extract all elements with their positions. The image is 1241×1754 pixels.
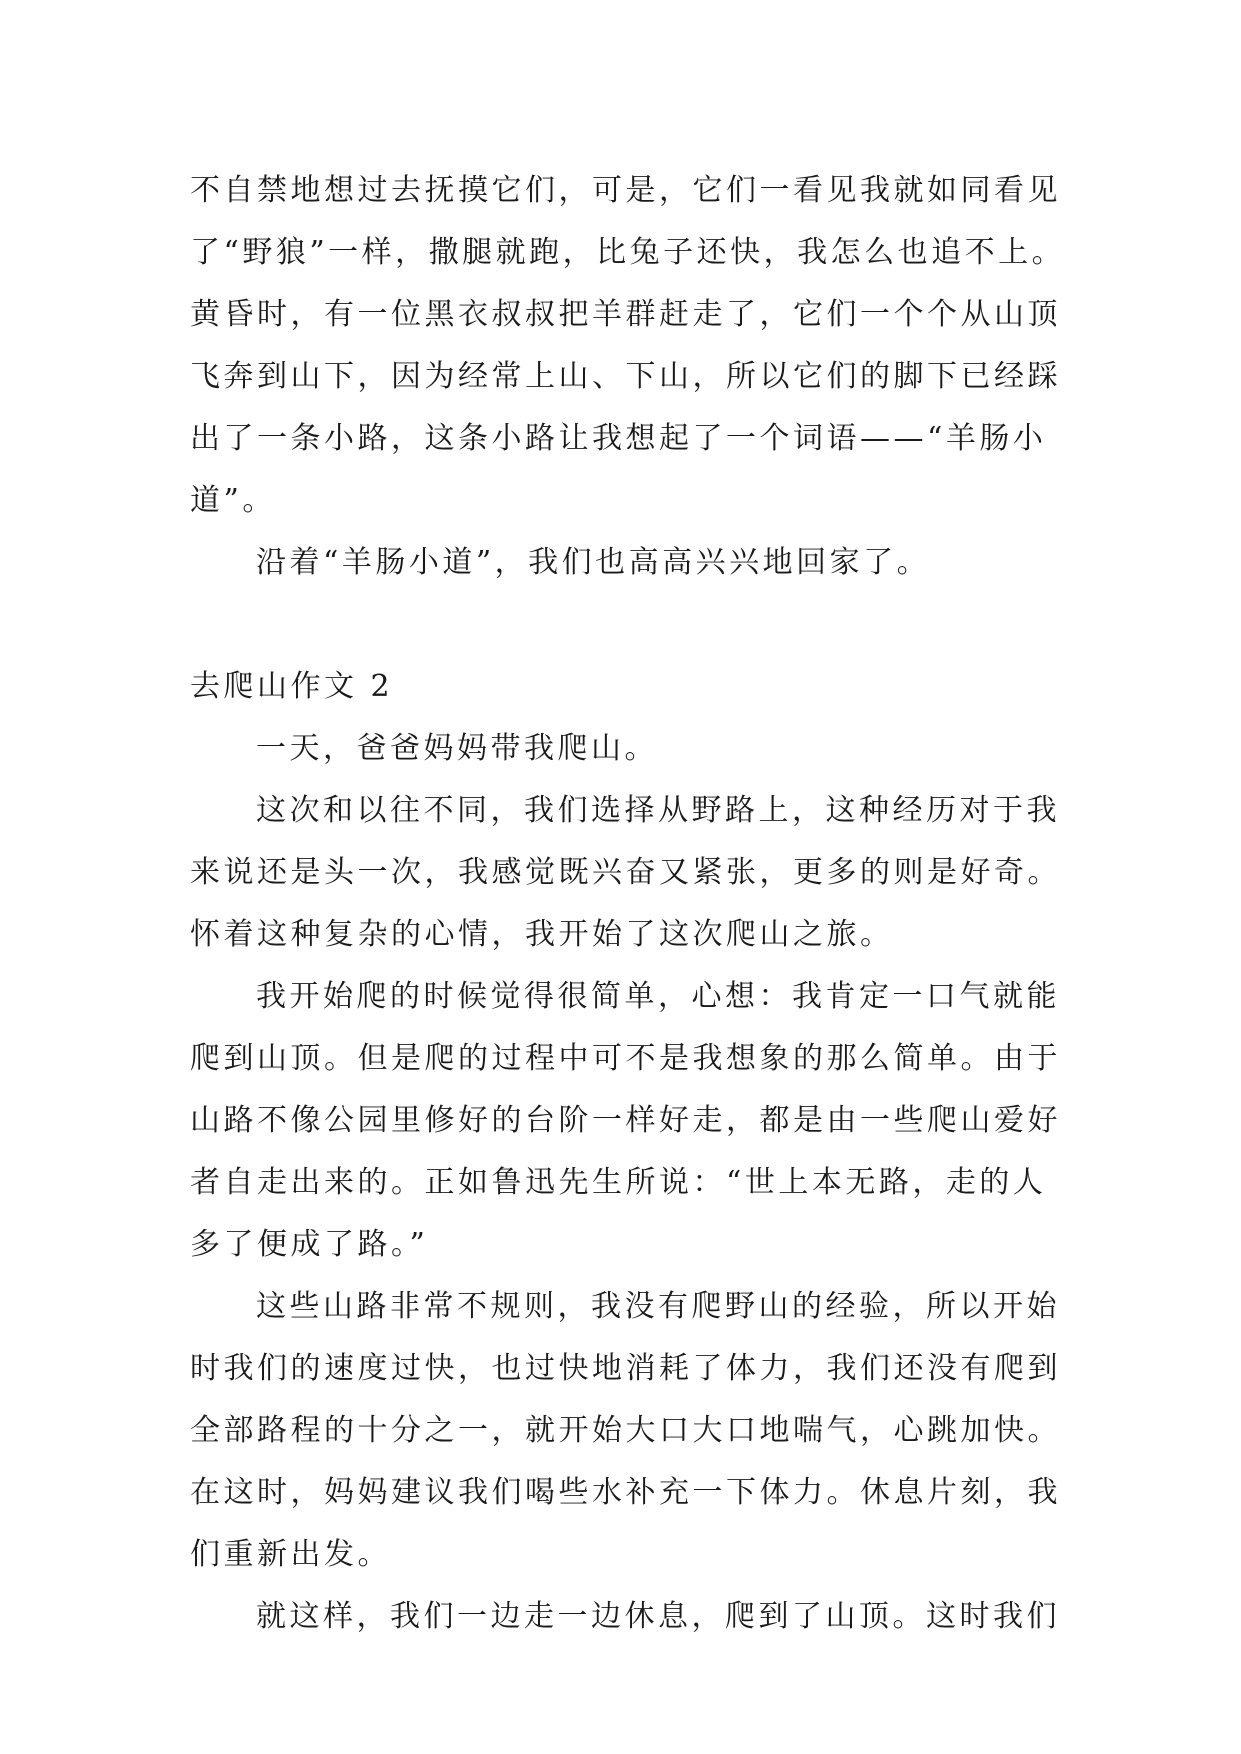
paragraph [190,532,1070,594]
text-line: 出了一条小路，这条小路让我想起了一个词语——“羊肠小 [190,421,1047,456]
text-line: 飞奔到山下，因为经常上山、下山，所以它们的脚下已经踩 [190,359,1061,394]
text-line: 在这时，妈妈建议我们喝些水补充一下体力。休息片刻，我 [190,1475,1061,1510]
text-line: 怀着这种复杂的心情，我开始了这次爬山之旅。 [190,917,894,952]
text-line: 不自禁地想过去抚摸它们，可是，它们一看见我就如同看见 [190,173,1061,208]
paragraph [190,160,1070,532]
text-line: 者自走出来的。正如鲁迅先生所说：“世上本无路，走的人 [190,1165,1047,1200]
paragraph [190,780,1070,966]
paragraph [190,966,1070,1276]
text-line: 时我们的速度过快，也过快地消耗了体力，我们还没有爬到 [190,1351,1061,1386]
text-line: 我开始爬的时候觉得很简单，心想：我肯定一口气就能 [256,979,1060,1014]
text-line: 一天，爸爸妈妈带我爬山。 [256,731,658,766]
section-title: 去爬山作文 2 [190,669,394,704]
text-line: 来说还是头一次，我感觉既兴奋又紧张，更多的则是好奇。 [190,855,1061,890]
text-line: 山路不像公园里修好的台阶一样好走，都是由一些爬山爱好 [190,1103,1061,1138]
paragraph [190,1586,1070,1648]
text-line: 道”。 [190,483,276,518]
paragraph [190,1276,1070,1586]
text-line: 们重新出发。 [190,1537,391,1572]
blank-line [190,594,1070,656]
text-line: 全部路程的十分之一，就开始大口大口地喘气，心跳加快。 [190,1413,1061,1448]
text-line: 沿着“羊肠小道”，我们也高高兴兴地回家了。 [256,545,931,580]
text-line: 爬到山顶。但是爬的过程中可不是我想象的那么简单。由于 [190,1041,1061,1076]
text-line: 多了便成了路。” [190,1227,429,1262]
text-line: 这次和以往不同，我们选择从野路上，这种经历对于我 [256,793,1060,828]
document-body [190,160,1070,1648]
paragraph [190,718,1070,780]
text-line: 了“野狼”一样，撒腿就跑，比兔子还快，我怎么也追不上。 [190,235,1066,270]
text-line: 这些山路非常不规则，我没有爬野山的经验，所以开始 [256,1289,1060,1324]
text-line: 黄昏时，有一位黑衣叔叔把羊群赶走了，它们一个个从山顶 [190,297,1061,332]
text-line: 就这样，我们一边走一边休息，爬到了山顶。这时我们 [256,1599,1060,1634]
